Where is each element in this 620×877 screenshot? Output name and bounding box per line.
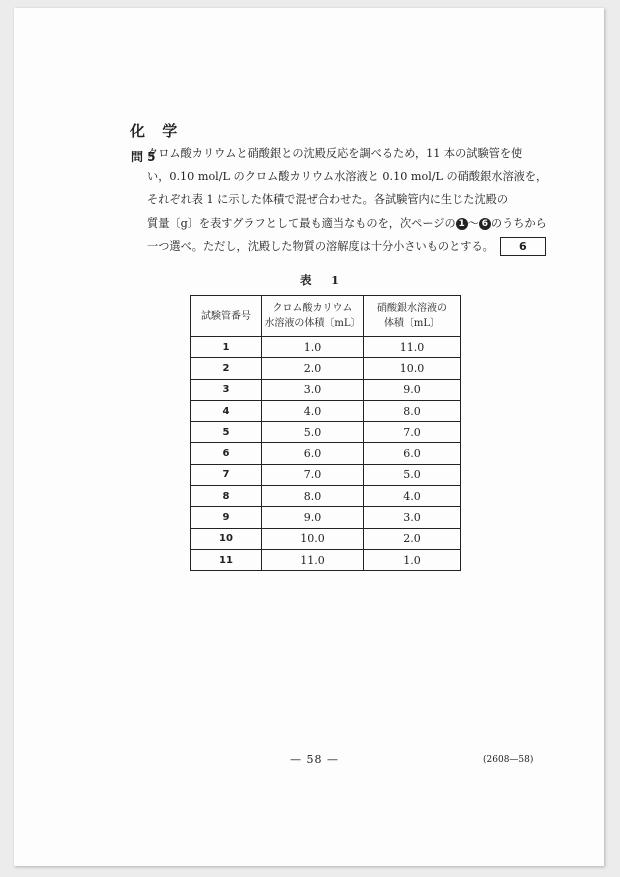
question-line-text: 質量〔g〕を表すグラフとして最も適当なものを，次ページの bbox=[147, 216, 456, 230]
nitrate-volume: 3.0 bbox=[364, 507, 461, 528]
header-nitrate-volume bbox=[364, 296, 461, 337]
chromate-volume: 11.0 bbox=[262, 549, 364, 570]
nitrate-volume: 7.0 bbox=[364, 422, 461, 443]
nitrate-volume: 10.0 bbox=[364, 358, 461, 379]
question-line bbox=[147, 235, 527, 258]
subject-heading: 化 学 bbox=[130, 122, 184, 140]
table-row bbox=[191, 337, 461, 358]
table-row bbox=[191, 549, 461, 570]
table-row bbox=[191, 358, 461, 379]
question-label: 問 5 bbox=[131, 150, 156, 164]
tube-number: 4 bbox=[191, 400, 262, 421]
tube-number: 2 bbox=[191, 358, 262, 379]
choice-last-badge: 6 bbox=[479, 218, 491, 230]
chromate-volume: 8.0 bbox=[262, 486, 364, 507]
nitrate-volume: 5.0 bbox=[364, 464, 461, 485]
table-title: 表 1 bbox=[300, 273, 344, 287]
header-tube-number: 試験管番号 bbox=[191, 296, 262, 337]
question-line bbox=[147, 212, 547, 235]
table-row bbox=[191, 486, 461, 507]
table-row bbox=[191, 528, 461, 549]
question-line: それぞれ表 1 に示した体積で混ぜ合わせた。各試験管内に生じた沈殿の bbox=[147, 193, 509, 207]
tube-number: 8 bbox=[191, 486, 262, 507]
header-line: クロム酸カリウム bbox=[272, 303, 353, 314]
tube-number: 7 bbox=[191, 464, 262, 485]
question-line-text: のうちから bbox=[490, 216, 547, 230]
header-chromate-volume bbox=[262, 296, 364, 337]
nitrate-volume: 1.0 bbox=[364, 549, 461, 570]
nitrate-volume: 4.0 bbox=[364, 486, 461, 507]
nitrate-volume: 9.0 bbox=[364, 379, 461, 400]
question-line-text: 一つ選べ。ただし，沈殿した物質の溶解度は十分小さいものとする。 bbox=[147, 239, 494, 253]
tube-number: 1 bbox=[191, 337, 262, 358]
chromate-volume: 7.0 bbox=[262, 464, 364, 485]
tube-number: 6 bbox=[191, 443, 262, 464]
chromate-volume: 10.0 bbox=[262, 528, 364, 549]
tube-number: 5 bbox=[191, 422, 262, 443]
table-header-row bbox=[191, 296, 461, 337]
nitrate-volume: 6.0 bbox=[364, 443, 461, 464]
question-text bbox=[147, 142, 548, 258]
document-code: (2608—58) bbox=[483, 755, 534, 765]
nitrate-volume: 8.0 bbox=[364, 400, 461, 421]
tube-number: 11 bbox=[191, 549, 262, 570]
table-row bbox=[191, 443, 461, 464]
volume-table bbox=[190, 295, 461, 571]
nitrate-volume: 11.0 bbox=[364, 337, 461, 358]
exam-page bbox=[14, 8, 604, 866]
tube-number: 10 bbox=[191, 528, 262, 549]
question-line: クロム酸カリウムと硝酸銀との沈殿反応を調べるため，11 本の試験管を使 bbox=[147, 147, 523, 160]
choice-separator: ～ bbox=[467, 216, 479, 230]
table-row bbox=[191, 464, 461, 485]
chromate-volume: 5.0 bbox=[262, 422, 364, 443]
table-row bbox=[191, 422, 461, 443]
choice-first-badge: 1 bbox=[456, 218, 468, 230]
chromate-volume: 1.0 bbox=[262, 337, 364, 358]
question-line: い，0.10 mol/L のクロム酸カリウム水溶液と 0.10 mol/L の硝酸銀水溶液を， bbox=[147, 170, 548, 184]
chromate-volume: 9.0 bbox=[262, 507, 364, 528]
nitrate-volume: 2.0 bbox=[364, 528, 461, 549]
chromate-volume: 3.0 bbox=[262, 379, 364, 400]
chromate-volume: 2.0 bbox=[262, 358, 364, 379]
header-line: 水溶液の体積〔mL〕 bbox=[264, 318, 361, 329]
header-line: 体積〔mL〕 bbox=[383, 318, 441, 329]
table-body bbox=[191, 337, 461, 571]
tube-number: 9 bbox=[191, 507, 262, 528]
tube-number: 3 bbox=[191, 379, 262, 400]
page-number: — 58 — bbox=[290, 753, 339, 766]
table-row bbox=[191, 379, 461, 400]
answer-number-box: 6 bbox=[500, 237, 546, 256]
chromate-volume: 4.0 bbox=[262, 400, 364, 421]
table-row bbox=[191, 400, 461, 421]
table-row bbox=[191, 507, 461, 528]
chromate-volume: 6.0 bbox=[262, 443, 364, 464]
header-line: 硝酸銀水溶液の bbox=[377, 303, 447, 314]
